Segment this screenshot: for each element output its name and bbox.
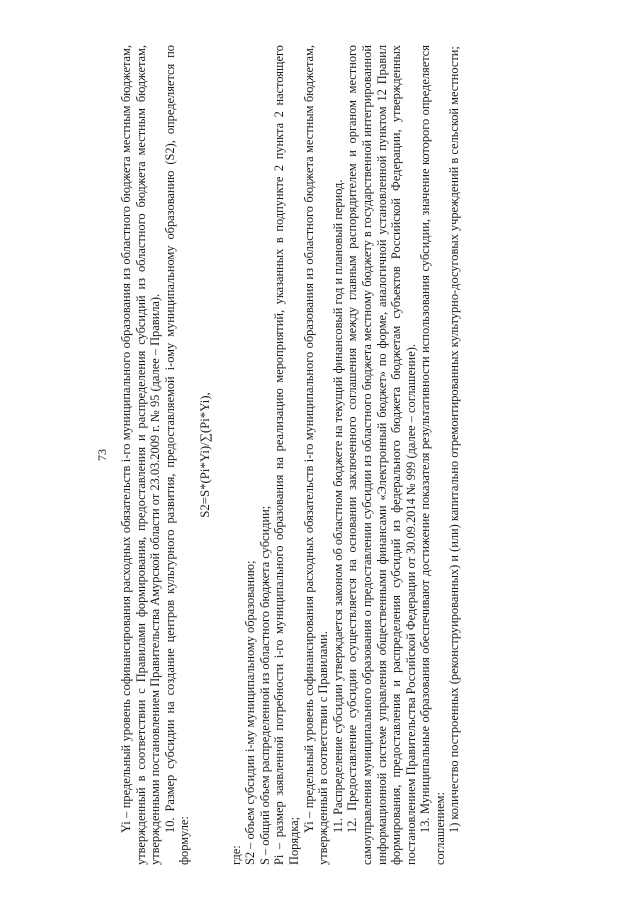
def-s2: S2 – объем субсидии i-му муниципальному образованию; <box>243 560 258 865</box>
paragraph-13: 13. Муниципальные образования обеспечивают достижение показателя результативности использования субсидии, значение которого определяется соглашением: <box>418 45 447 865</box>
paragraph-10: 10. Размер субсидии на создание центров культурного развития, предоставляемой i-ому муниципальному образованию (S2), определяется по формуле: <box>162 45 192 865</box>
paragraph-yi-definition: Yi – предельный уровень софинансирования расходных обязательств i-го муниципального образования из областного бюджета местным бюджетам, утвержденный в соответствии с Правилами формирования, предоставления и распределения субсидий из областного бюджета местным бюджетам, утвержденными постановлением Правительства Амурской области от 23.03.2009 г. № 95 (далее – Правила). <box>119 45 163 865</box>
list-item-1: 1) количество построенных (реконструированных) и (или) капитально отремонтированных культурно-досуговых учреждений в сельской местности; <box>447 46 462 833</box>
paragraph-11: 11. Распределение субсидии утверждается законом об областном бюджете на текущий финансовый год и плановый период. <box>330 179 345 833</box>
where-label: где: <box>228 845 243 865</box>
formula-s2: S2=S*(Pi*Yi)/∑(Pi*Yi), <box>197 392 212 518</box>
document-body <box>119 45 462 865</box>
def-s: S – общий объем распределенной из областного бюджета субсидии; <box>257 505 272 865</box>
paragraph-12: 12. Предоставление субсидии осуществляется на основании заключенного соглашения между главным распорядителем и органом местного самоуправления муниципального образования о предоставлении субсидии из областного бюджета местному бюджету в государственной интегрированной информационной системе управления общественными финансами «Электронный бюджет» по форме, аналогичной установленной пунктом 12 Правил формирования, предоставления и распределения субсидий из федерального бюджета бюджетам субъектов Российской Федерации, утвержденных постановлением Правительства Российской Федерации от 30.09.2014 № 999 (далее – соглашение). <box>345 45 418 865</box>
rotated-page <box>85 45 575 865</box>
spacer <box>219 45 229 865</box>
page-number: 73 <box>95 449 109 461</box>
def-pi: Pi – размер заявленной потребности i-го муниципального образования на реализацию мероприятий, указанных в подпункте 2 пункта 2 настоящего Порядка; <box>272 45 301 865</box>
def-yi: Yi – предельный уровень софинансирования расходных обязательств i-го муниципального образования из областного бюджета местным бюджетам, утвержденный в соответствии с Правилами. <box>301 45 331 865</box>
